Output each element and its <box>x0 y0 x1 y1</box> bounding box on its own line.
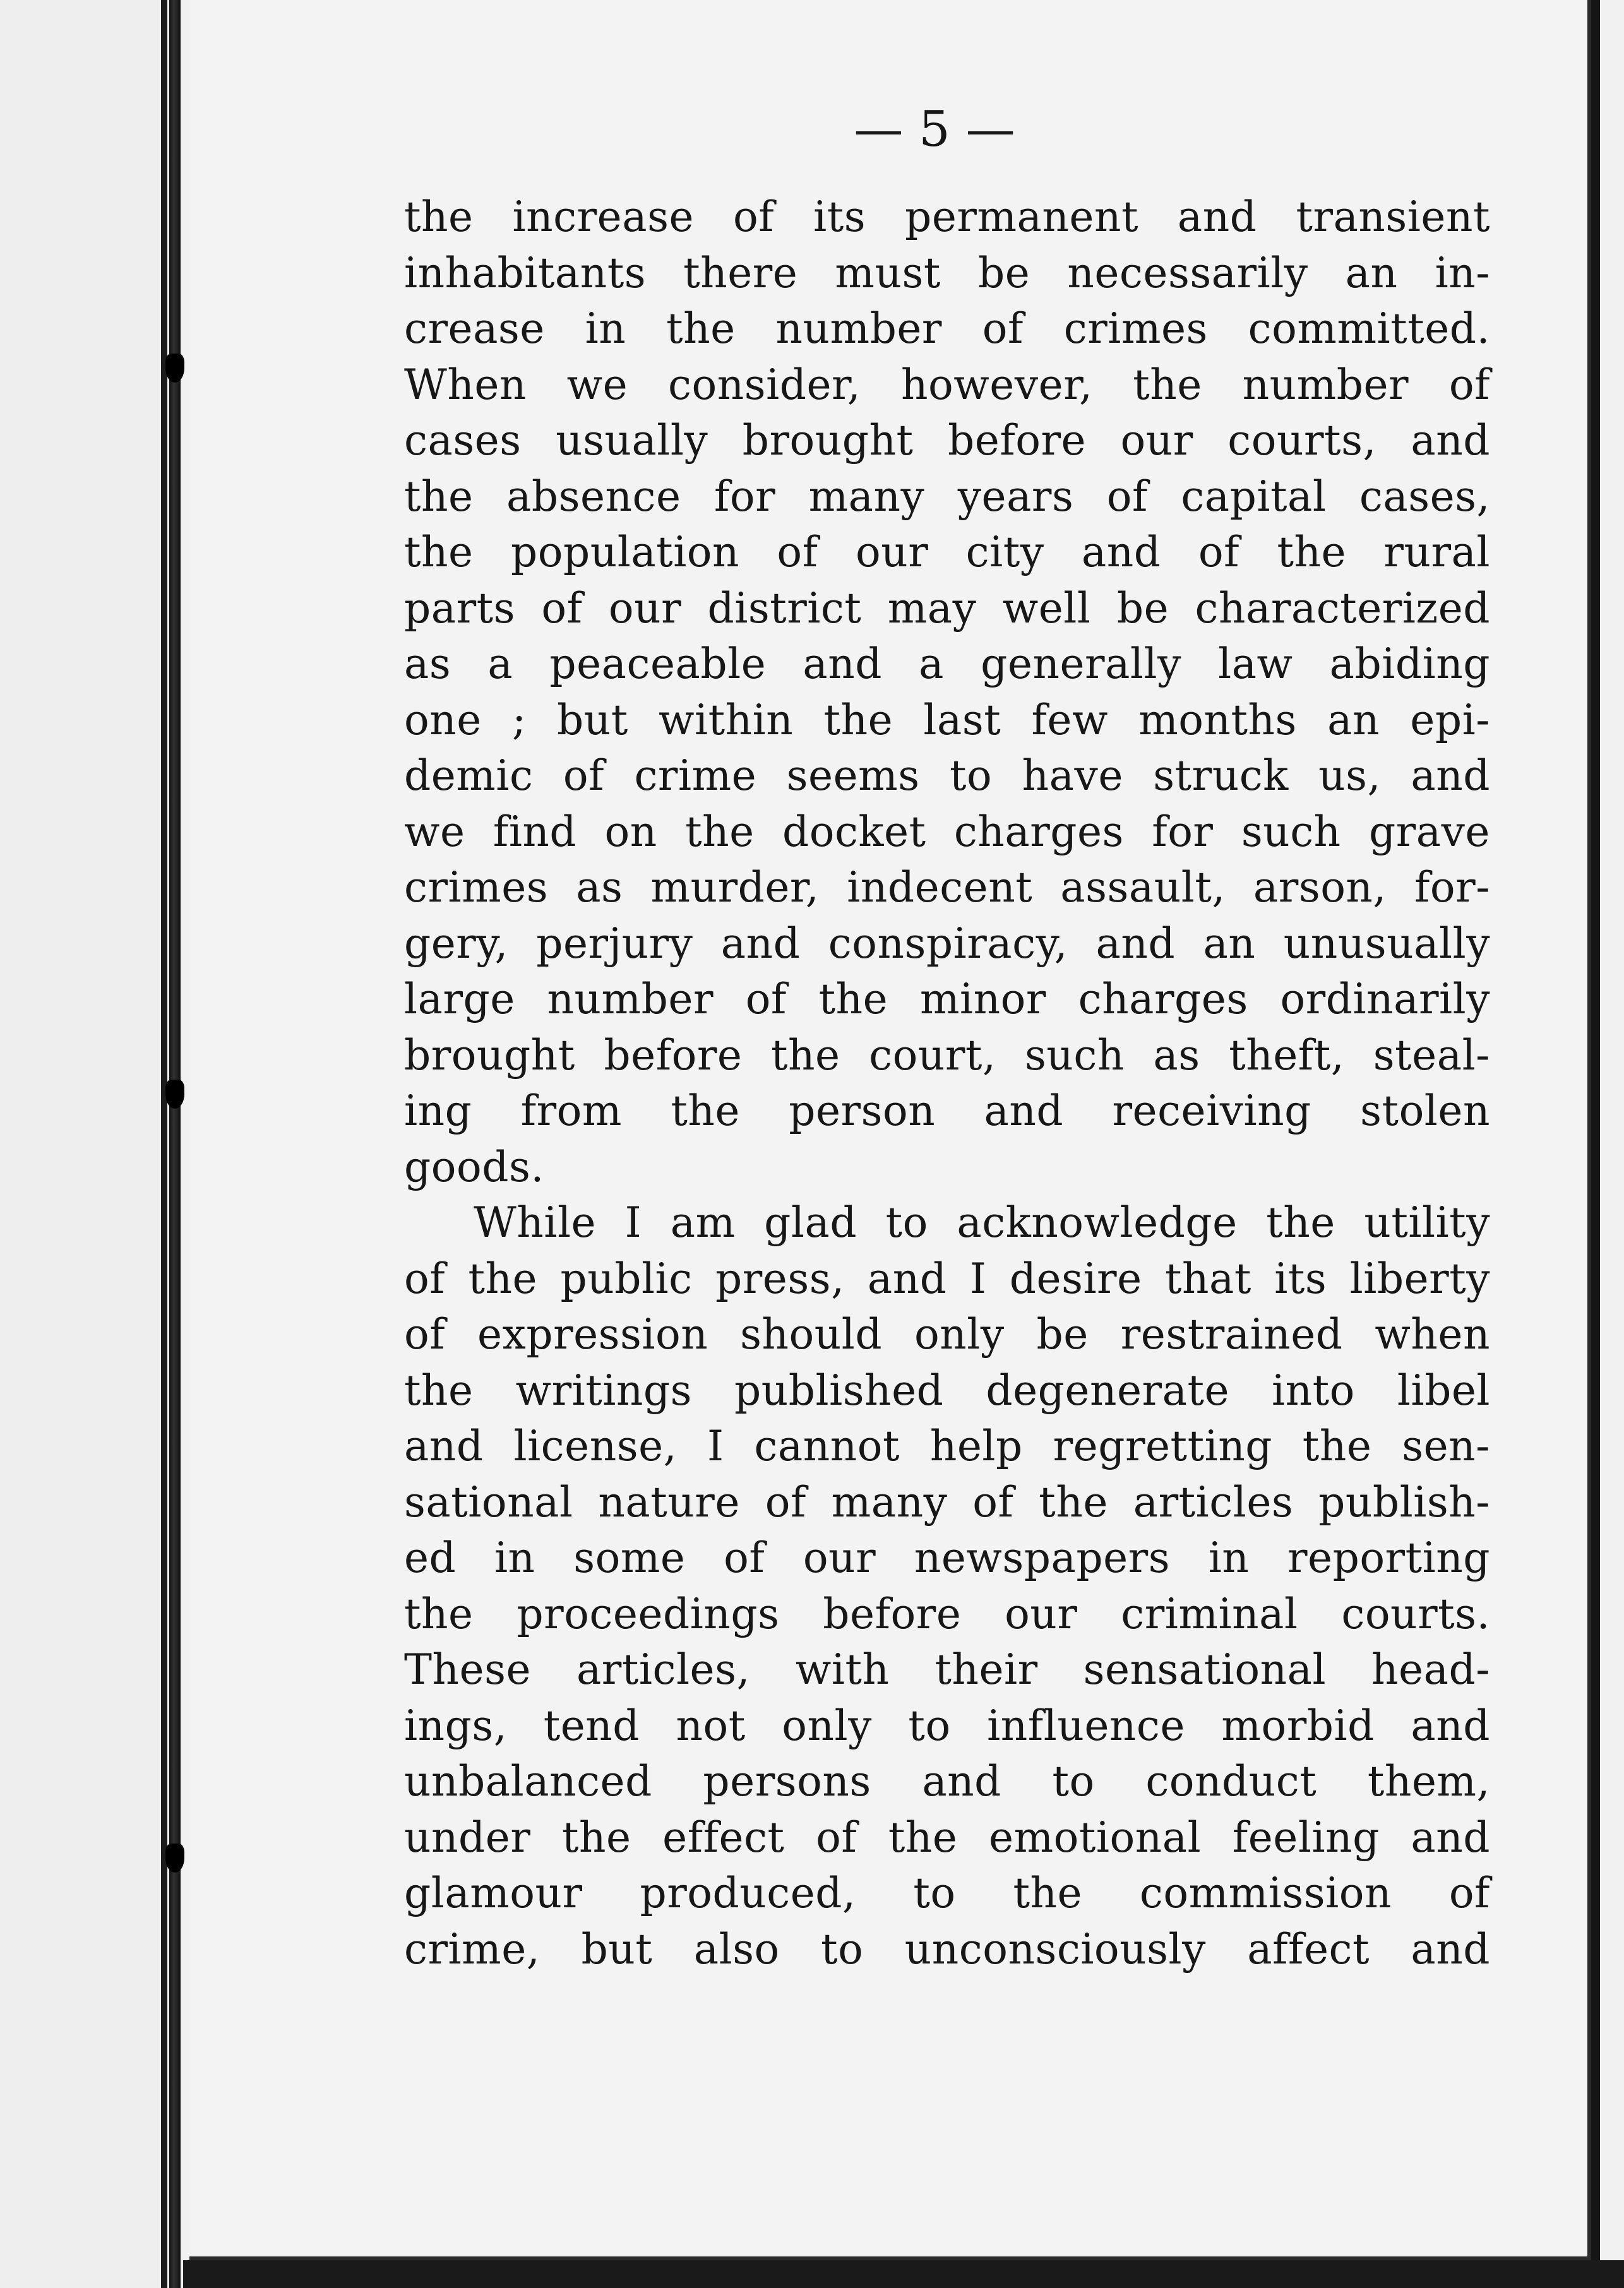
text-line: the proceedings before our criminal courts. <box>404 1589 1490 1638</box>
text-line: sational nature of many of the articles publish- <box>404 1477 1490 1527</box>
text-line: inhabitants there must be necessarily an in- <box>404 248 1490 297</box>
text-line: one ; but within the last few months an epi- <box>404 695 1490 744</box>
text-line: ing from the person and receiving stolen <box>404 1087 1490 1135</box>
text-line: brought before the court, such as theft, steal- <box>404 1030 1490 1080</box>
text-line: goods. <box>404 1142 544 1191</box>
text-line: unbalanced persons and to conduct them, <box>404 1757 1490 1806</box>
text-line: as a peaceable and a generally law abiding <box>404 640 1490 688</box>
text-line: ings, tend not only to influence morbid and <box>404 1701 1490 1750</box>
text-line: large number of the minor charges ordinarily <box>404 975 1490 1023</box>
text-line: of the public press, and I desire that its liberty <box>404 1254 1490 1303</box>
text-line: crease in the number of crimes committed. <box>404 304 1490 353</box>
text-line: While I am glad to acknowledge the utility <box>474 1198 1490 1247</box>
text-line: the writings published degenerate into libel <box>404 1366 1490 1415</box>
right-page-edge <box>1591 0 1600 2288</box>
body-text <box>404 189 1490 1977</box>
text-line: crimes as murder, indecent assault, arson, for- <box>404 863 1490 912</box>
text-line: demic of crime seems to have struck us, and <box>404 751 1490 800</box>
text-line: cases usually brought before our courts, and <box>404 416 1490 465</box>
text-line: crime, but also to unconsciously affect and <box>404 1924 1490 1974</box>
text-line: and license, I cannot help regretting the sen- <box>404 1422 1490 1470</box>
book-binding <box>169 0 181 2288</box>
text-line: gery, perjury and conspiracy, and an unusually <box>404 919 1490 968</box>
binding-stitch <box>165 354 184 383</box>
text-line: glamour produced, to the commission of <box>404 1869 1490 1917</box>
text-line: of expression should only be restrained when <box>404 1310 1490 1359</box>
left-page-edge <box>0 0 167 2288</box>
text-line: under the effect of the emotional feeling and <box>404 1813 1490 1862</box>
text-line: ed in some of our newspapers in reporting <box>404 1534 1490 1582</box>
binding-stitch <box>165 1080 184 1109</box>
text-line: parts of our district may well be characterized <box>404 583 1490 633</box>
page-number: — 5 — <box>854 101 1015 158</box>
text-line: the increase of its permanent and transient <box>404 193 1490 241</box>
bottom-page-edge <box>183 2260 1624 2288</box>
text-line: When we consider, however, the number of <box>404 360 1490 409</box>
text-line: the absence for many years of capital cases, <box>404 472 1490 521</box>
text-line: we find on the docket charges for such grave <box>404 807 1490 856</box>
binding-stitch <box>165 1844 184 1873</box>
text-line: the population of our city and of the rural <box>404 528 1490 576</box>
text-line: These articles, with their sensational head- <box>404 1645 1490 1694</box>
